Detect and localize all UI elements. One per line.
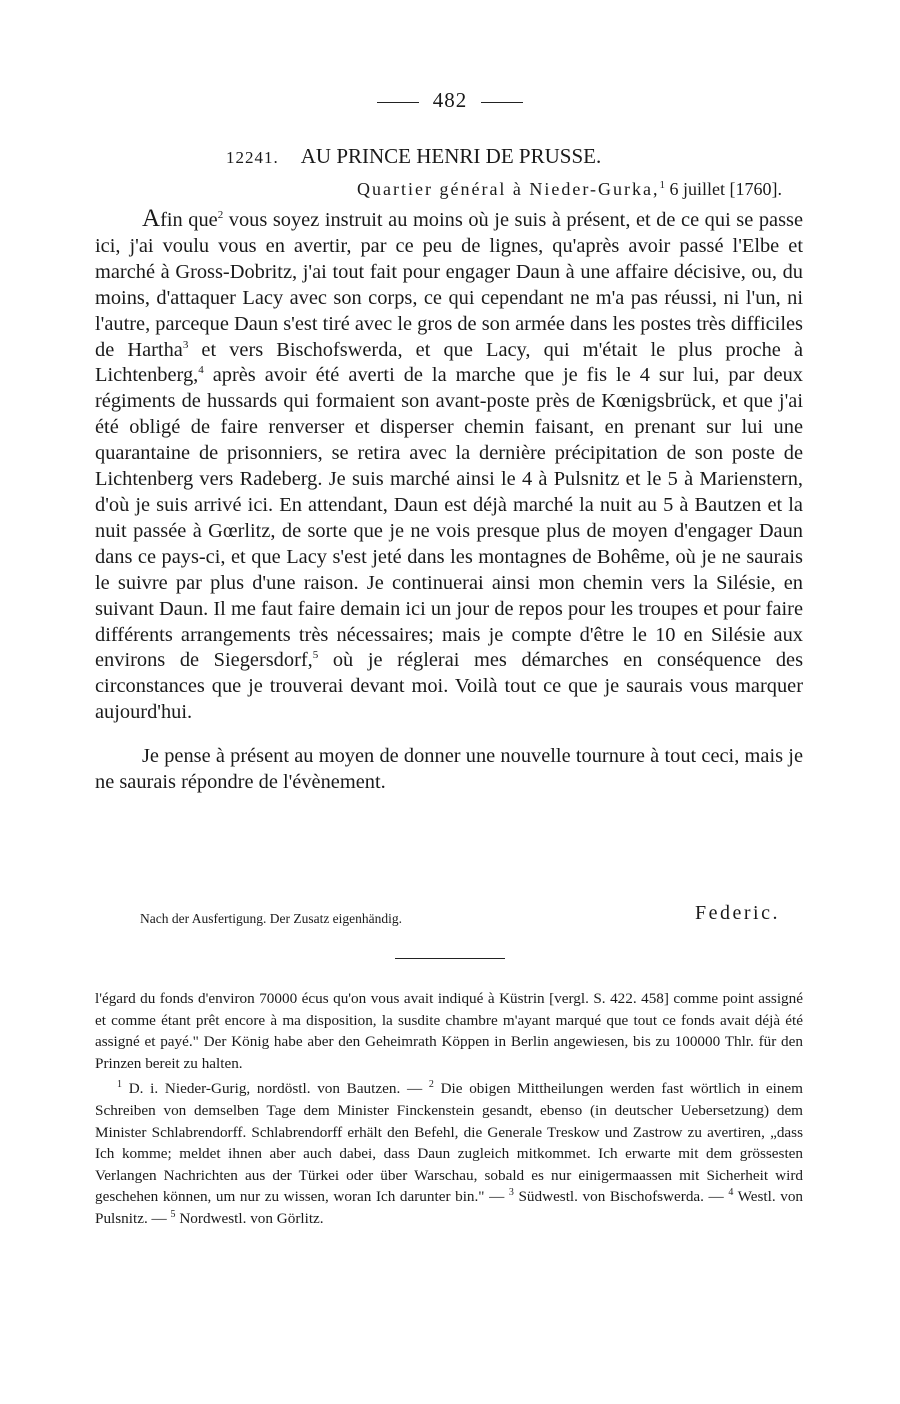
footnote-3-text: Südwestl. von Bischofswerda. — <box>513 1188 729 1206</box>
footnote-4-text: Westl. von Pulsnitz. — <box>95 1188 804 1227</box>
footnote-continued: l'égard du fonds d'environ 70000 écus qu'on vous avait indiqué à Küstrin [vergl. S. 422. 458] comme point assigné et comme étant prêt encore à ma disposition, la susdite chambre m'ayant marqué que tout ce fonds avait déjà été assigné et payé." Der König habe aber den Geheimrath Köppen in Berlin angewiesen, bis zu 100000 Thlr. für den Prinzen bereit zu halten. <box>95 990 803 1072</box>
footnote-ref-1: 1 <box>659 179 666 191</box>
letter-title: AU PRINCE HENRI DE PRUSSE. <box>300 144 602 168</box>
letter-paragraph-1 <box>95 206 803 726</box>
footnote-ref-4: 4 <box>198 364 204 377</box>
page-number-text: 482 <box>432 88 468 112</box>
drop-cap: A <box>142 205 161 232</box>
letter-place-date <box>357 179 782 200</box>
letter-number: 12241. <box>226 148 279 167</box>
letter-body <box>95 206 803 796</box>
page-number-dash-left <box>377 102 419 103</box>
signature: Federic. <box>695 902 780 924</box>
letter-date: 6 juillet [1760]. <box>669 179 782 199</box>
footnote-ref-2: 2 <box>217 209 224 222</box>
footnote-5-text: Nordwestl. von Görlitz. <box>175 1209 324 1227</box>
footnote-4-mark: 4 <box>728 1187 734 1199</box>
footnotes <box>95 988 803 1230</box>
footnote-divider <box>395 958 505 959</box>
letter-place: Quartier général à Nieder-Gurka, <box>357 179 660 199</box>
source-and-signature <box>140 902 780 932</box>
letter-paragraph-2: Je pense à présent au moyen de donner une nouvelle tournure à tout ceci, mais je ne saurais répondre de l'évènement. <box>95 745 803 794</box>
footnote-2-text: Die obigen Mittheilungen werden fast wörtlich in einem Schreiben von demselben Tage dem Minister Finckenstein gesandt, ebenso (in deutscher Uebersetzung) dem Minister Schlabrendorff. Schlabrendorff erhält den Befehl, die Generale Treskow und Zastrow zu avertiren, „dass Ich komme; meldet ihnen aber auch dabei, dass Daun zugleich mitkommet. Ich erwarte mit dem grössesten Verlangen Nachrichten aus der Türkei oder über Warschau, sobald es nur einigermaassen mit Sicherheit wird geschehen können, um nur zu wissen, woran Ich darunter bin." — <box>95 1080 803 1206</box>
footnote-ref-3: 3 <box>182 338 189 351</box>
footnote-3-mark: 3 <box>508 1187 514 1199</box>
paragraph-1-part-a: fin que <box>160 209 218 231</box>
footnote-2-mark: 2 <box>428 1079 434 1091</box>
footnote-5-mark: 5 <box>170 1208 176 1220</box>
paragraph-1-part-b: vous soyez instruit au moins où je suis à présent, et de ce qui se passe ici, j'ai voulu vous en avertir, par ce peu de lignes, qu'après avoir passé l'Elbe et marché à Gross-Dobritz, j'ai tout fait pour engager Daun à une affaire décisive, ou, du moins, d'attaquer Lacy avec son corps, ce qui cependant ne m'a pas réussi, ni l'un, ni l'autre, parceque Daun s'est tiré avec le gros de son armée dans les postes très difficiles de Hartha <box>95 209 803 361</box>
page-number-dash-right <box>481 102 523 103</box>
paragraph-1-part-e: où je réglerai mes démarches en conséquence des circonstances que je trouverai devant moi. Voilà tout ce que je saurais vous marquer aujourd'hui. <box>95 649 803 724</box>
paragraph-1-part-d: après avoir été averti de la marche que je fis le 4 sur lui, par deux régiments de hussards qui formaient son avant-poste près de Kœnigsbrück, et que j'ai été obligé de faire renverser et disperser chemin faisant, en prenant sur lui une quarantaine de prisonniers, se retira avec la dernière précipitation de son poste de Lichtenberg vers Radeberg. Je suis marché ainsi le 4 à Pulsnitz et le 5 à Marienstern, d'où je suis arrivé ici. En attendant, Daun est déjà marché la nuit au 5 à Bautzen et la nuit passée à Gœrlitz, de sorte que je ne vois presque plus de moyen d'engager Daun dans ce pays-ci, et que Lacy s'est jeté dans les montagnes de Bohême, où je ne saurais le suivre par plus d'une raison. Je continuerai ainsi mon chemin vers la Silésie, en suivant Daun. Il me faut faire demain ici un jour de repos pour les troupes et pour faire différents arrangements très nécessaires; mais je compte d'être le 10 en Silésie aux environs de Siegersdorf, <box>95 364 803 672</box>
footnote-1-mark: 1 <box>117 1079 122 1091</box>
source-note: Nach der Ausfertigung. Der Zusatz eigenhändig. <box>140 911 403 926</box>
footnotes-list <box>95 1078 803 1229</box>
page-number <box>0 88 900 113</box>
letter-heading <box>226 144 601 169</box>
paragraph-1-part-c: et vers Bischofswerda, et que Lacy, qui m'était le plus proche à Lichtenberg, <box>95 338 803 387</box>
footnote-ref-5: 5 <box>312 649 319 662</box>
footnote-1-text: D. i. Nieder-Gurig, nordöstl. von Bautzen. — <box>122 1080 429 1098</box>
